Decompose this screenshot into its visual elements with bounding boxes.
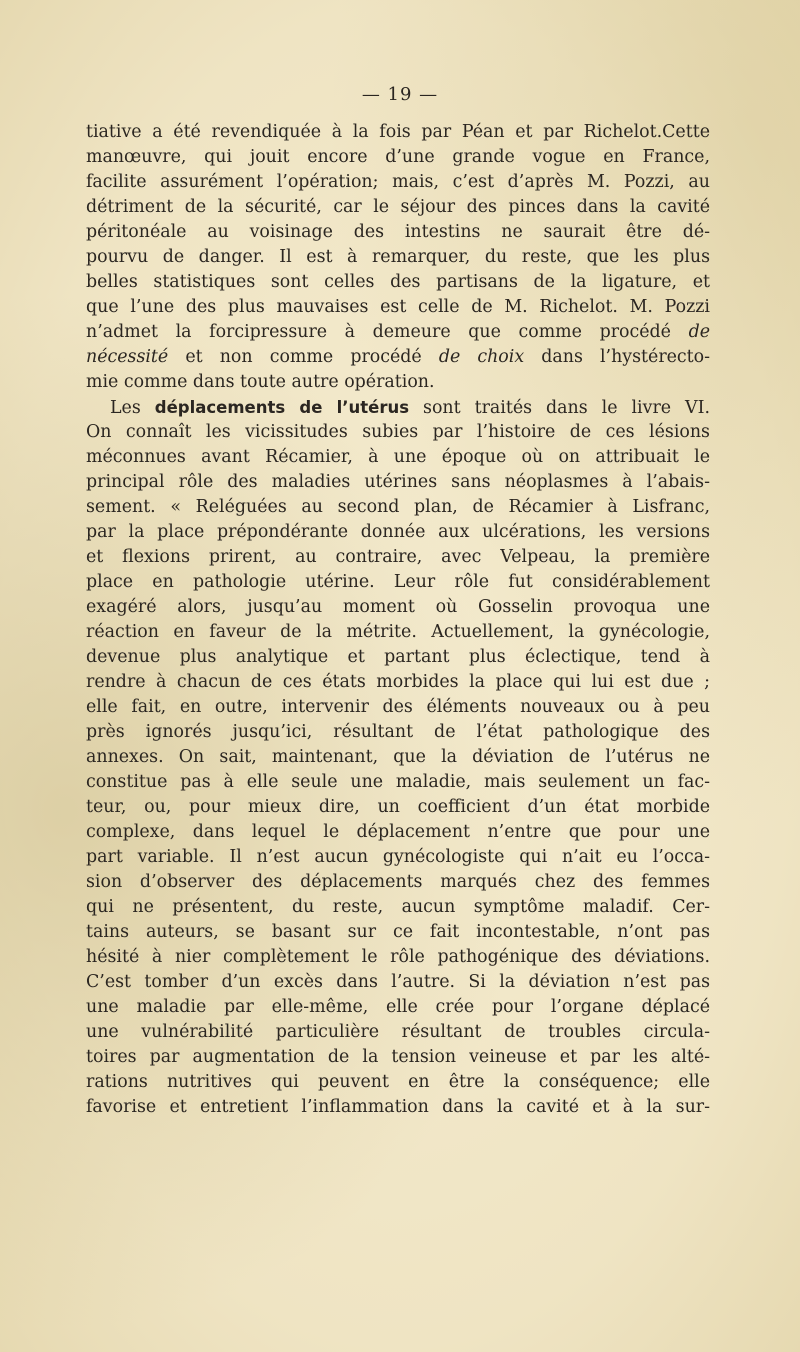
text-line: près ignorés jusqu’ici, résultant de l’état pathologique des	[86, 722, 710, 742]
p2-head-before: Les	[110, 398, 155, 418]
body-text	[86, 120, 710, 1120]
italic-necessite: nécessité	[86, 347, 169, 367]
text-line: toires par augmentation de la tension veineuse et par les alté-	[86, 1047, 710, 1067]
text-line: que l’une des plus mauvaises est celle de M. Richelot. M. Pozzi	[86, 297, 710, 317]
text-line: exagéré alors, jusqu’au moment où Gosselin provoqua une	[86, 597, 710, 617]
text-line: favorise et entretient l’inflammation dans la cavité et à la sur-	[86, 1097, 710, 1117]
text-line: teur, ou, pour mieux dire, un coefficient d’un état morbide	[86, 797, 710, 817]
text-line: part variable. Il n’est aucun gynécologiste qui n’ait eu l’occa-	[86, 847, 710, 867]
text-line: elle fait, en outre, intervenir des éléments nouveaux ou à peu	[86, 697, 710, 717]
text-line: tains auteurs, se basant sur ce fait incontestable, n’ont pas	[86, 922, 710, 942]
line10-after: dans l’hystérecto-	[524, 347, 710, 367]
text-line: sement. « Reléguées au second plan, de Récamier à Lisfranc,	[86, 497, 710, 517]
text-line: sion d’observer des déplacements marqués chez des femmes	[86, 872, 710, 892]
text-line: par la place prépondérante donnée aux ulcérations, les versions	[86, 522, 710, 542]
text-line: facilite assurément l’opération; mais, c’est d’après M. Pozzi, au	[86, 172, 710, 192]
text-line: détriment de la sécurité, car le séjour des pinces dans la cavité	[86, 197, 710, 217]
text-line-11: mie comme dans toute autre opération.	[86, 372, 435, 392]
text-line: devenue plus analytique et partant plus éclectique, tend à	[86, 647, 710, 667]
page-number: — 19 —	[361, 84, 439, 105]
paragraph-2	[86, 420, 710, 1120]
text-line: une vulnérabilité particulière résultant de troubles circula-	[86, 1022, 710, 1042]
p2-head-after: sont traités dans le livre VI.	[409, 398, 710, 418]
section-keyword: déplacements de l’utérus	[154, 398, 410, 417]
text-line: hésité à nier complètement le rôle pathogénique des déviations.	[86, 947, 710, 967]
text-line: rations nutritives qui peuvent en être la conséquence; elle	[86, 1072, 710, 1092]
text-line: principal rôle des maladies utérines sans néoplasmes à l’abais-	[86, 472, 710, 492]
text-line: C’est tomber d’un excès dans l’autre. Si la déviation n’est pas	[86, 972, 710, 992]
text-line: rendre à chacun de ces états morbides la place qui lui est due ;	[86, 672, 710, 692]
text-line: réaction en faveur de la métrite. Actuellement, la gynécologie,	[86, 622, 710, 642]
text-line: et flexions prirent, au contraire, avec Velpeau, la première	[86, 547, 710, 567]
text-line: complexe, dans lequel le déplacement n’entre que pour une	[86, 822, 710, 842]
text-line: constitue pas à elle seule une maladie, mais seulement un fac-	[86, 772, 710, 792]
text-line: pourvu de danger. Il est à remarquer, du reste, que les plus	[86, 247, 710, 267]
text-line-9	[86, 320, 710, 345]
paragraph-2-first-line	[86, 395, 710, 420]
text-line: une maladie par elle-même, elle crée pour l’organe déplacé	[86, 997, 710, 1017]
text-line: On connaît les vicissitudes subies par l’histoire de ces lésions	[86, 422, 710, 442]
italic-de: de	[688, 322, 710, 342]
text-line: manœuvre, qui jouit encore d’une grande vogue en France,	[86, 147, 710, 167]
text-line: place en pathologie utérine. Leur rôle fut considérablement	[86, 572, 710, 592]
italic-de-choix: de choix	[438, 347, 525, 367]
text-line-10	[86, 345, 710, 370]
text-line: annexes. On sait, maintenant, que la déviation de l’utérus ne	[86, 747, 710, 767]
text-line: belles statistiques sont celles des partisans de la ligature, et	[86, 272, 710, 292]
line10-middle: et non comme procédé	[168, 347, 439, 367]
text-line: tiative a été revendiquée à la fois par Péan et par Richelot.Cette	[86, 122, 710, 142]
paragraph-1	[86, 120, 710, 320]
text-line: qui ne présentent, du reste, aucun symptôme maladif. Cer-	[86, 897, 710, 917]
text-line: méconnues avant Récamier, à une époque où on attribuait le	[86, 447, 710, 467]
text-line: péritonéale au voisinage des intestins ne saurait être dé-	[86, 222, 710, 242]
line9-text: n’admet la forcipressure à demeure que comme procédé	[86, 322, 689, 342]
